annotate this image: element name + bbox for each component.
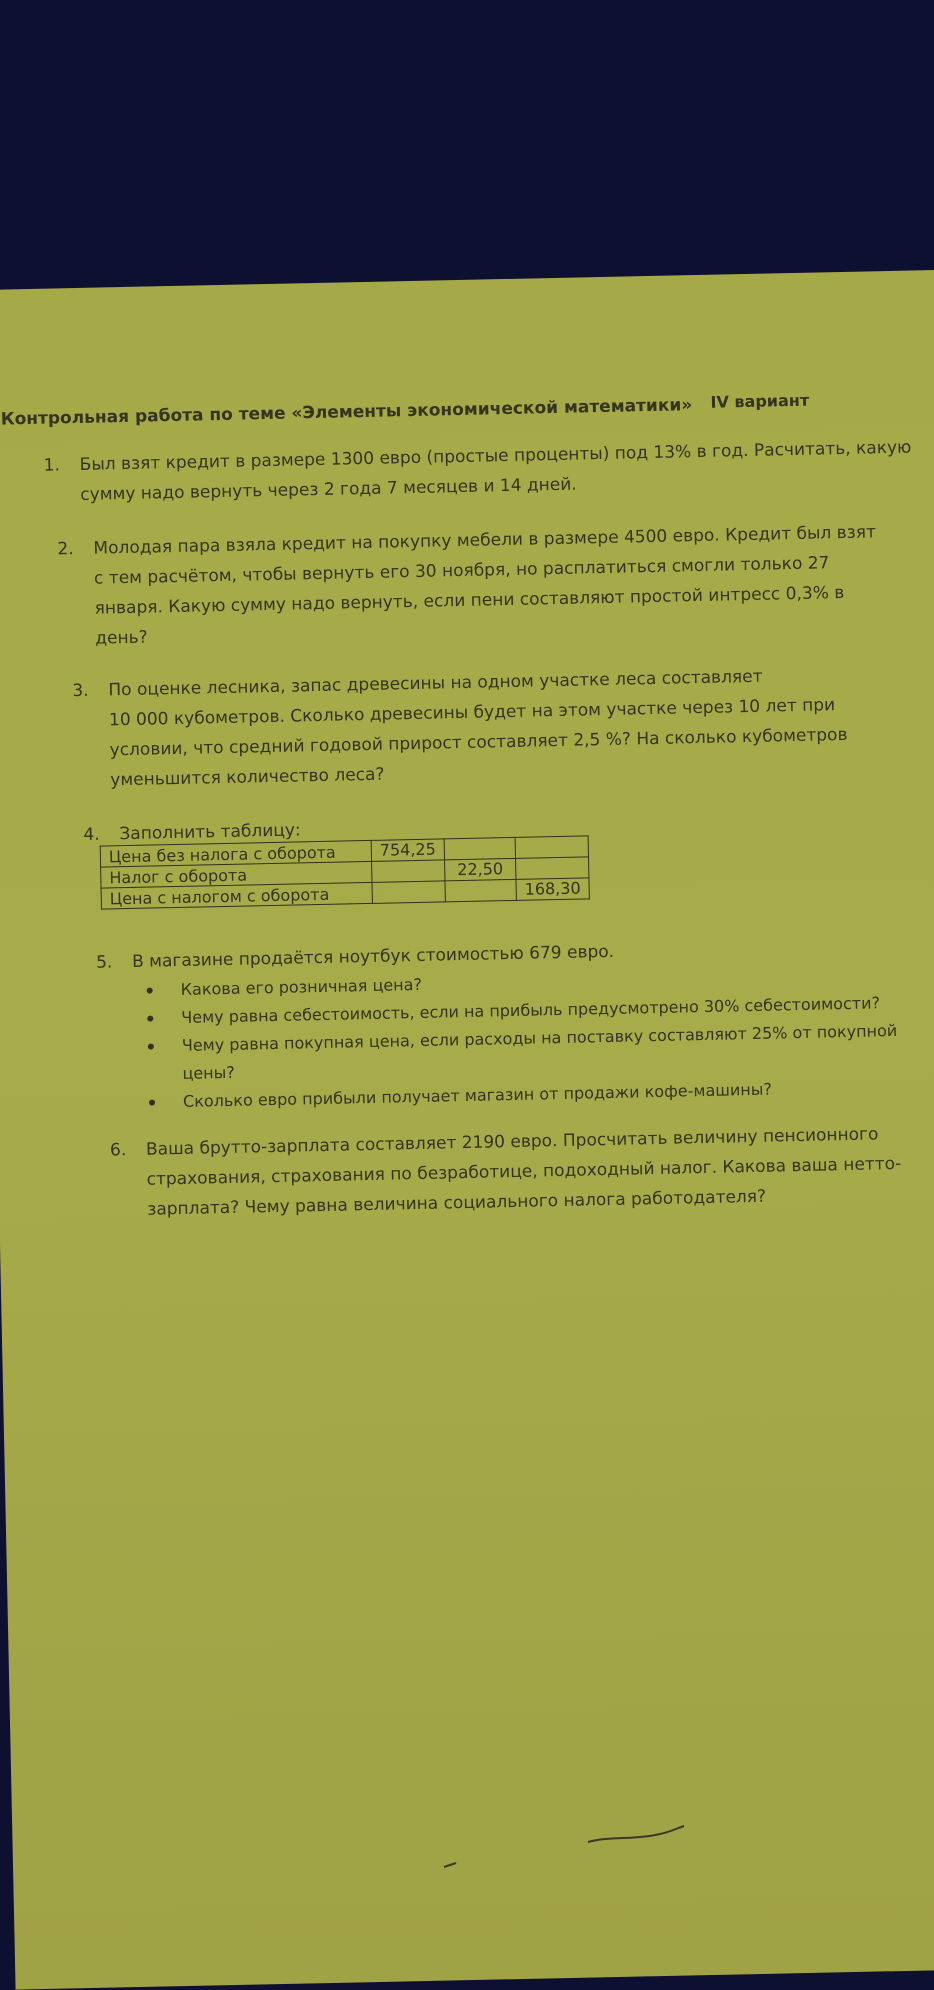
table-cell <box>444 837 515 859</box>
task-text: Молодая пара взяла кредит на покупку мебели в размере 4500 евро. Кредит был взят с тем расчётом, чтобы вернуть его 30 ноября, но расплатиться смогли только 27 января. Какую сумму надо вернуть, если пени составляют простой интресс 0,3% в день? <box>93 522 877 649</box>
table-cell <box>515 836 588 859</box>
task-5-bullets <box>146 961 909 1117</box>
variant-label: IV вариант <box>710 390 810 412</box>
task-number: 3. <box>72 680 89 702</box>
task-number: 6. <box>109 1140 127 1161</box>
task-text: Ваша брутто-зарплата составляет 2190 евро. Просчитать величину пенсионного страхования, страхования по безработице, подоходный налог. Какова ваша нетто- зарплата? Чему равна величина социального налога работодателя? <box>145 1124 902 1220</box>
list-item-text: цены? <box>182 1062 235 1083</box>
task-1 <box>43 432 924 520</box>
bullet-icon <box>149 1100 155 1106</box>
task-2 <box>57 516 934 664</box>
bullet-icon <box>147 1016 153 1022</box>
pen-mark <box>580 1820 700 1860</box>
bullet-icon <box>147 988 153 994</box>
fill-table <box>100 835 590 909</box>
task-number: 2. <box>57 539 74 560</box>
task-number: 1. <box>43 455 61 476</box>
list-item-text: Чему равна покупная цена, если расходы на поставку составляют 25% от покупной <box>181 1020 898 1055</box>
table-cell-label: Цена с налогом с оборота <box>101 882 372 909</box>
table-cell: 22,50 <box>445 858 516 880</box>
task-text: Заполнить таблицу: <box>119 820 301 845</box>
task-number: 5. <box>95 952 113 973</box>
pen-mark <box>440 1855 470 1875</box>
list-item-text: Какова его розничная цена? <box>180 974 423 999</box>
document-title: Контрольная работа по теме «Элементы экономической математики» <box>0 395 693 430</box>
list-item-text: Сколько евро прибыли получает магазин от продажи кофе-машины? <box>182 1079 773 1111</box>
document-content <box>0 269 934 1990</box>
task-3 <box>72 658 934 806</box>
task-number: 4. <box>83 824 100 845</box>
table-cell <box>445 879 516 901</box>
table-cell: 754,25 <box>371 839 444 862</box>
task-text: В магазине продаётся ноутбук стоимостью 679 евро. <box>131 941 615 972</box>
list-item-text: Чему равна себестоимость, если на прибыль предусмотрено 30% себестоимости? <box>181 993 881 1027</box>
table-cell: 168,30 <box>516 878 589 901</box>
task-6 <box>110 1117 934 1235</box>
task-text: По оценке лесника, запас древесины на одном участке леса составляет 10 000 кубометров. Сколько древесины будет на этом участке через 10 лет при условии, что средний годовой прирост составляет 2,5 %? На сколько кубометров уменьшится количество леса? <box>108 666 848 791</box>
task-text: Был взят кредит в размере 1300 евро (простые проценты) под 13% в год. Расчитать, какую сумму надо вернуть через 2 года 7 месяцев и 14 дней. <box>79 437 912 505</box>
table-cell-label: Цена без налога с оборота <box>100 840 371 867</box>
table-cell <box>516 857 589 880</box>
table-cell <box>372 881 445 904</box>
paper-sheet <box>0 269 934 1990</box>
table-cell <box>372 860 445 883</box>
bullet-icon <box>148 1044 154 1050</box>
table-cell-label: Налог с оборота <box>101 861 372 888</box>
